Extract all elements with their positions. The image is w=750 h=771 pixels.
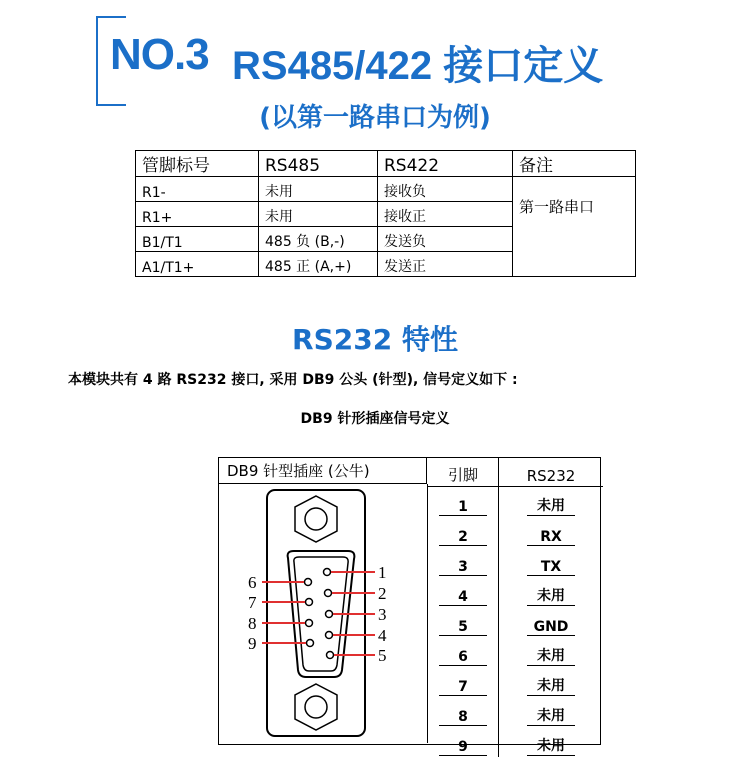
table-row: [428, 697, 603, 727]
pin-label-6: 6: [248, 573, 257, 592]
pin-3: [326, 611, 376, 618]
pin-signal: 未用: [527, 495, 575, 516]
cell-rs422: 发送负: [378, 227, 513, 252]
table-row: [428, 727, 603, 757]
rs232-title: RS232 特性: [292, 323, 458, 356]
header-pin: 管脚标号: [136, 151, 259, 177]
table-row: [428, 487, 603, 518]
cell-pin: R1+: [136, 202, 259, 227]
cell-pin: B1/T1: [136, 227, 259, 252]
pin-signal: 未用: [527, 585, 575, 606]
header-rs422: RS422: [378, 151, 513, 177]
page-subtitle: (以第一路串口为例): [259, 103, 491, 133]
cell-rs485: 未用: [259, 177, 378, 202]
cell-rs422: 接收正: [378, 202, 513, 227]
pin-label-4: 4: [378, 626, 387, 645]
pin-table-header: [428, 458, 603, 487]
header-note: 备注: [513, 151, 636, 177]
pin-signal: 未用: [527, 705, 575, 726]
cell-pin: A1/T1+: [136, 252, 259, 277]
pin-label-7: 7: [248, 593, 257, 612]
page-title: RS485/422 接口定义: [232, 44, 604, 88]
pin-label-9: 9: [248, 634, 257, 653]
pin-number: 7: [439, 679, 487, 696]
pin-label-8: 8: [248, 614, 257, 633]
pin-7: [262, 599, 313, 606]
table-row: [428, 547, 603, 577]
table-row: [428, 637, 603, 667]
cell-rs422: 发送正: [378, 252, 513, 277]
header-pin-number: 引脚: [428, 458, 499, 487]
pin-1: [324, 569, 376, 576]
db9-connector-diagram: [238, 488, 408, 738]
pin-number: 4: [439, 589, 487, 606]
rs232-pin-table: [428, 458, 603, 757]
table-row: [428, 667, 603, 697]
table-row: [428, 577, 603, 607]
header-rs232: RS232: [499, 458, 604, 487]
pin-number: 5: [439, 619, 487, 636]
db9-caption: DB9 针形插座信号定义: [300, 411, 450, 427]
connector-header: DB9 针型插座 (公牛): [219, 458, 427, 484]
table-header-row: [136, 151, 636, 177]
cell-rs485: 485 正 (A,+): [259, 252, 378, 277]
pin-number: 1: [439, 499, 487, 516]
pin-label-3: 3: [378, 605, 387, 624]
pin-5: [327, 652, 376, 659]
table-row: [136, 177, 636, 202]
pin-9: [262, 640, 314, 647]
table-row: [428, 607, 603, 637]
cell-rs485: 485 负 (B,-): [259, 227, 378, 252]
pin-signal: GND: [527, 619, 575, 636]
table-row: [428, 517, 603, 547]
pin-signal: TX: [527, 559, 575, 576]
pin-signal: 未用: [527, 735, 575, 756]
pin-signal: 未用: [527, 645, 575, 666]
cell-note: 第一路串口: [513, 177, 636, 277]
header-rs485: RS485: [259, 151, 378, 177]
pin-number: 2: [439, 529, 487, 546]
bottom-screw-icon: [295, 684, 337, 730]
pin-number: 3: [439, 559, 487, 576]
rs485-table: [135, 150, 636, 277]
section-number: NO.3: [110, 30, 209, 79]
pin-4: [326, 632, 376, 639]
cell-rs485: 未用: [259, 202, 378, 227]
pin-number: 8: [439, 709, 487, 726]
cell-rs422: 接收负: [378, 177, 513, 202]
pin-signal: 未用: [527, 675, 575, 696]
pin-label-2: 2: [378, 584, 387, 603]
pin-label-1: 1: [378, 563, 387, 582]
top-screw-icon: [295, 496, 337, 542]
pin-number: 6: [439, 649, 487, 666]
pin-signal: RX: [527, 529, 575, 546]
pin-6: [262, 579, 312, 586]
pin-8: [262, 620, 313, 627]
pin-label-5: 5: [378, 646, 387, 665]
pin-number: 9: [439, 739, 487, 756]
rs232-intro: 本模块共有 4 路 RS232 接口, 采用 DB9 公头 (针型), 信号定义如下 :: [68, 372, 518, 388]
cell-pin: R1-: [136, 177, 259, 202]
